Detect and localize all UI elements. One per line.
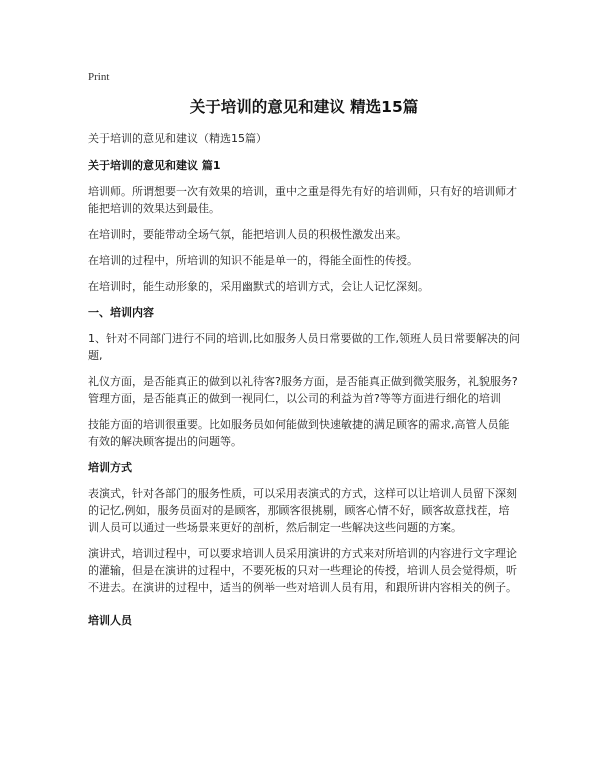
paragraph: 1、针对不同部门进行不同的培训,比如服务人员日常要做的工作,领班人员日常要解决的问题,: [88, 332, 520, 362]
section-heading-training-content: 一、培训内容: [88, 306, 154, 319]
section-heading-article1: 关于培训的意见和建议 篇1: [88, 159, 221, 172]
paragraph: 演讲式，培训过程中，可以要求培训人员采用演讲的方式来对所培训的内容进行文字理论的灌输，但是在演讲的过程中，不要死板的只对一些理论的传授，培训人员会觉得烦，听不进去。在演讲的过程中，适当的例举一些对培训人员有用，和跟所讲内容相关的例子。: [88, 547, 517, 594]
paragraph: 在培训时，要能带动全场气氛，能把培训人员的积极性激发出来。: [88, 228, 407, 241]
print-label[interactable]: Print: [88, 71, 110, 83]
section-heading-training-method: 培训方式: [88, 461, 132, 474]
paragraph: 表演式，针对各部门的服务性质，可以采用表演式的方式，这样可以让培训人员留下深刻的记忆,例如，服务员面对的是顾客，那顾客很挑剔，顾客心情不好，顾客故意找茬，培训人员可以通过一些场景来更好的剖析，然后制定一些解决这些问题的方案。: [88, 487, 517, 534]
paragraph: 技能方面的培训很重要。比如服务员如何能做到快速敏捷的满足顾客的需求,高管人员能有效的解决顾客提出的问题等。: [88, 418, 510, 448]
document-page: [88, 70, 520, 638]
paragraph: 礼仪方面，是否能真正的做到以礼待客?服务方面，是否能真正做到微笑服务，礼貌服务?管理方面，是否能真正的做到一视同仁，以公司的利益为首?等等方面进行细化的培训: [88, 375, 518, 405]
paragraph: 在培训时，能生动形象的，采用幽默式的培训方式，会让人记忆深刻。: [88, 280, 429, 293]
document-subtitle: 关于培训的意见和建议（精选15篇）: [88, 132, 267, 145]
paragraph: 在培训的过程中，所培训的知识不能是单一的，得能全面性的传授。: [88, 254, 418, 267]
paragraph: 培训师。所谓想要一次有效果的培训，重中之重是得先有好的培训师，只有好的培训师才能把培训的效果达到最佳。: [88, 185, 517, 215]
document-title: 关于培训的意见和建议 精选15篇: [189, 98, 419, 116]
section-heading-trainees: 培训人员: [88, 614, 132, 627]
